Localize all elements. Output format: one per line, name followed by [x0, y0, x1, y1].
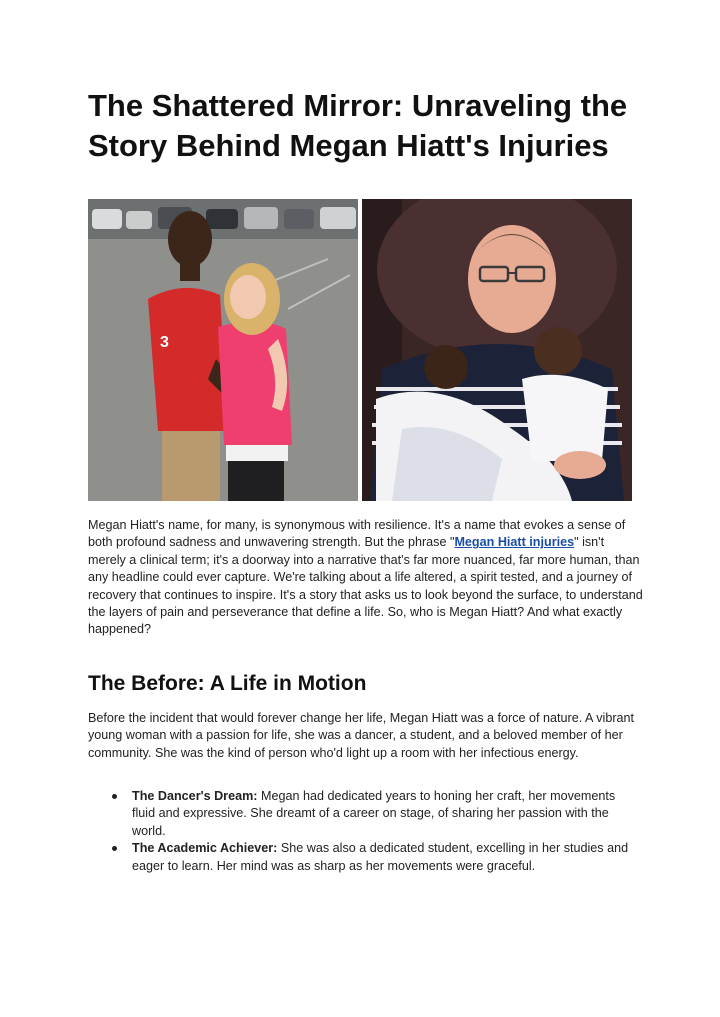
bullet-text: Megan had dedicated years to honing her craft, her movements fluid and expressive. She dreamt of a career on stage, of sharing her passion with the world. [132, 789, 616, 838]
jersey-number: 3 [160, 334, 169, 351]
bullet-label: The Academic Achiever: [132, 841, 278, 856]
intro-paragraph [88, 517, 644, 639]
couple-photo [88, 199, 358, 501]
megan-hiatt-injuries-link[interactable]: Megan Hiatt injuries [454, 535, 575, 550]
bullet-icon [112, 846, 117, 851]
bullet-text: She was also a dedicated student, excelling in her studies and eager to learn. Her mind was as sharp as her movements were graceful. [132, 841, 629, 873]
grandfather-babies-photo [362, 199, 632, 501]
photo-collage [88, 199, 632, 501]
article-title: The Shattered Mirror: Unraveling the Story Behind Megan Hiatt's Injuries [88, 88, 628, 163]
list-item [110, 840, 630, 875]
section-heading: The Before: A Life in Motion [88, 672, 367, 695]
bullet-icon [112, 794, 117, 799]
bullet-label: The Dancer's Dream: [132, 789, 258, 803]
intro-text-after: " isn't merely a clinical term; it's a doorway into a narrative that's far more nuanced, far more human, than any headline could ever capture. We're talking about a life altered, a spirit tested, and a journey of recovery that continues to inspire. It's a story that asks us to look beyond the surface, to understand the layers of pain and perseverance that define a life. So, who is Megan Hiatt? And what exactly happened? [88, 535, 643, 637]
section-paragraph: Before the incident that would forever change her life, Megan Hiatt was a force of nature. A vibrant young woman with a passion for life, she was a dancer, a student, and a beloved member of her community. She was the kind of person who'd light up a room with her infectious energy. [88, 711, 635, 760]
list-item [110, 788, 630, 840]
bullet-list [110, 788, 630, 875]
intro-text-before: Megan Hiatt's name, for many, is synonymous with resilience. It's a name that evokes a sense of both profound sadness and unwavering strength. But the phrase " [88, 518, 626, 550]
